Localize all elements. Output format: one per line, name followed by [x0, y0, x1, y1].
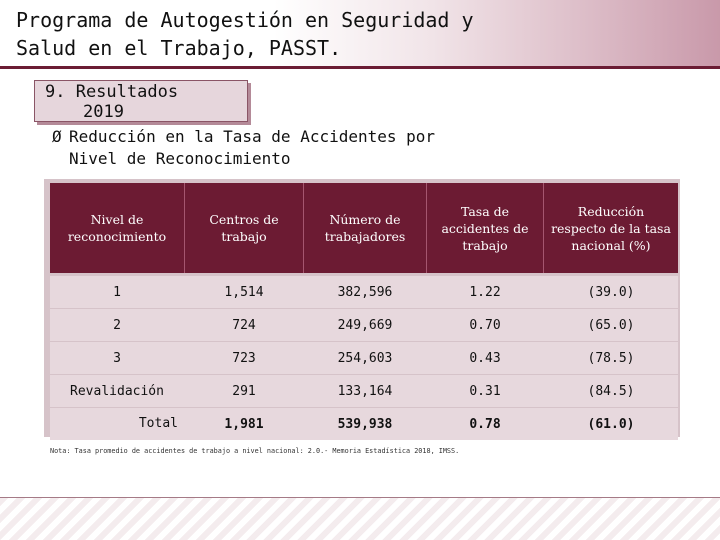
table-cell: 0.31 [469, 383, 501, 399]
section-year: 2019 [83, 102, 124, 122]
table-cell: 723 [232, 350, 256, 366]
header-divider [0, 66, 720, 69]
bullet-text-line-2: Nivel de Reconocimiento [69, 149, 291, 168]
table-cell: (39.0) [587, 284, 635, 300]
table-cell: 0.70 [469, 317, 501, 333]
page-title [16, 6, 474, 62]
table-cell: 382,596 [337, 284, 393, 300]
section-label: 9. Resultados [45, 82, 179, 102]
table-cell: 254,603 [337, 350, 393, 366]
table-cell: 539,938 [337, 416, 393, 432]
table-footnote: Nota: Tasa promedio de accidentes de trabajo a nivel nacional: 2.0.- Memoria Estadística 2018, IMSS. [50, 447, 460, 455]
bullet-arrow-icon: Ø [52, 127, 62, 146]
table-cell: Revalidación [70, 383, 164, 399]
table-cell-total-label: Total [138, 416, 178, 431]
table-cell: 2 [113, 317, 121, 333]
page-title-line-1: Programa de Autogestión en Seguridad y [16, 8, 474, 32]
page-title-line-2: Salud en el Trabajo, PASST. [16, 36, 342, 60]
footer-pattern [0, 498, 720, 540]
column-header-tasa: Tasa de accidentes de trabajo [441, 203, 529, 253]
section-label-box [34, 80, 248, 122]
table-cell: 0.43 [469, 350, 501, 366]
table-cell: 0.78 [469, 416, 501, 432]
table-cell: 1 [113, 284, 121, 300]
table-cell: 133,164 [337, 383, 393, 399]
column-header-reduccion: Reducción respecto de la tasa nacional (%) [551, 203, 671, 253]
table-cell: (65.0) [587, 317, 635, 333]
column-header-trabajadores: Número de trabajadores [324, 212, 406, 244]
bullet-text [69, 126, 435, 170]
table-cell: 1.22 [469, 284, 501, 300]
table-cell: (78.5) [587, 350, 635, 366]
bullet-text-line-1: Reducción en la Tasa de Accidentes por [69, 127, 436, 146]
table-cell: 1,981 [224, 416, 264, 432]
table-cell: 291 [232, 383, 256, 399]
column-header-nivel: Nivel de reconocimiento [67, 212, 167, 244]
table-cell: 1,514 [224, 284, 264, 300]
table-cell: 724 [232, 317, 256, 333]
table-cell: 249,669 [337, 317, 393, 333]
table-cell: (61.0) [587, 416, 635, 432]
table-cell: 3 [113, 350, 121, 366]
column-header-centros: Centros de trabajo [209, 212, 279, 244]
table-cell: (84.5) [587, 383, 635, 399]
